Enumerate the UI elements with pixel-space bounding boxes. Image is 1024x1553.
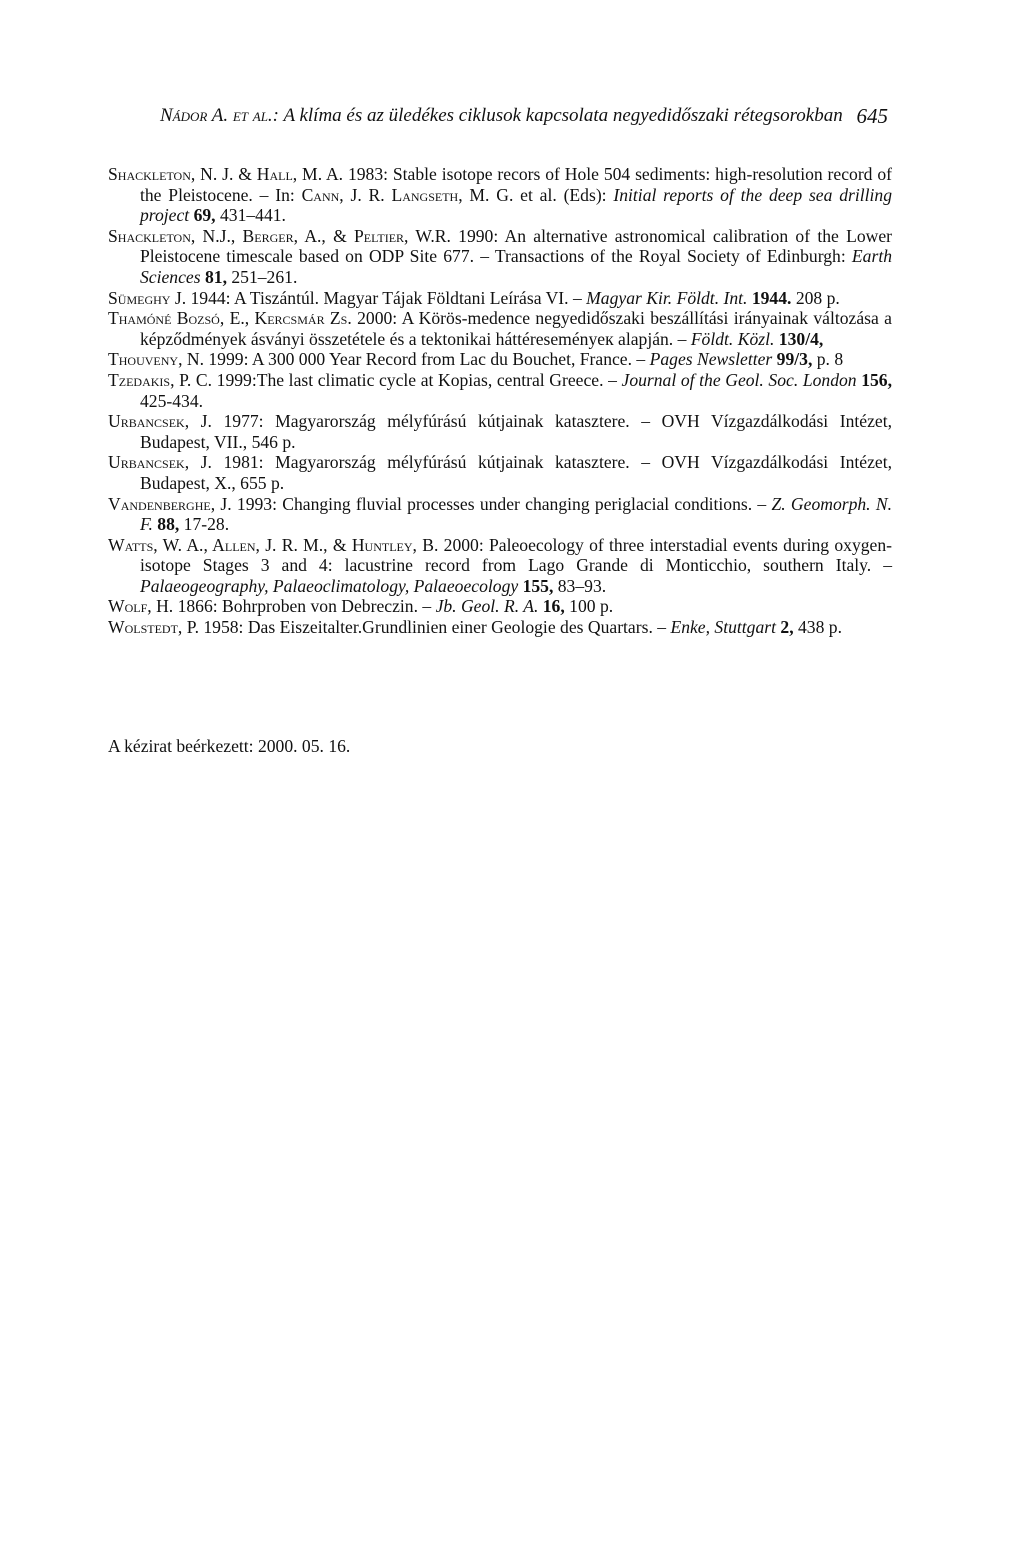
reference-item xyxy=(108,617,892,638)
reference-pages: 83–93. xyxy=(553,575,607,596)
reference-volume: 81, xyxy=(200,266,227,287)
manuscript-received-note: A kézirat beérkezett: 2000. 05. 16. xyxy=(108,736,351,756)
reference-authors: Wolstedt, P. xyxy=(108,617,199,638)
reference-text: 1958: Das Eiszeitalter.Grundlinien einer Geologie des Quartars. – xyxy=(198,617,671,638)
reference-authors: Shackleton, N.J., Berger, A., & Peltier, W.R. xyxy=(108,225,451,246)
reference-volume: 156, xyxy=(856,369,893,390)
reference-authors: Thouveny, N. xyxy=(108,349,204,370)
reference-volume: 16, xyxy=(538,596,565,617)
reference-pages: 251–261. xyxy=(226,266,298,287)
reference-volume: 155, xyxy=(518,575,554,596)
reference-authors: Tzedakis, P. C. xyxy=(108,369,213,390)
reference-authors: Urbancsek, J. xyxy=(108,411,212,432)
reference-item xyxy=(108,535,892,597)
reference-text: 1990: An alternative astronomical calibration of the Lower Pleistocene timescale based on ODP Site 677. – Transactions of the Royal Society of Edinburgh: xyxy=(140,225,892,267)
reference-item xyxy=(108,494,892,535)
reference-source: Jb. Geol. R. A. xyxy=(435,596,539,617)
reference-authors: Sümeghy J. xyxy=(108,287,187,308)
reference-volume: 88, xyxy=(152,514,180,535)
reference-item xyxy=(108,308,892,349)
reference-authors: Watts, W. A., Allen, J. R. M., & Huntley, B. xyxy=(108,534,439,555)
reference-volume: 130/4, xyxy=(774,328,824,349)
reference-authors: Shackleton, N. J. & Hall, M. A. xyxy=(108,164,344,184)
reference-text: 2000: Paleoecology of three interstadial events during oxygen-isotope Stages 3 and 4: lacustrine record from Lago Grande di Monticchio, southern Italy. – xyxy=(140,534,893,576)
reference-source: Z. Geomorph. N. F. xyxy=(140,493,892,535)
reference-source: Pages Newsletter xyxy=(649,349,773,370)
reference-authors: Wolf, H. xyxy=(108,596,174,617)
reference-item xyxy=(108,370,892,411)
reference-authors: Urbancsek, J. xyxy=(108,452,212,473)
reference-text: 2000: A Körös-medence negyedidőszaki beszállítási irányainak változása a képződmények ásványi összetétele és a tektonikai háttéreseményeк alapján. – xyxy=(140,308,892,349)
reference-source: Magyar Kir. Földt. Int. xyxy=(586,287,748,308)
reference-volume: 69, xyxy=(189,205,216,226)
reference-text: 1983: Stable isotope recors of Hole 504 sediments: high-resolution record of the Pleistocene. – In: xyxy=(140,164,892,205)
reference-list xyxy=(108,164,892,638)
running-head-author: Nádor A. et al.: xyxy=(160,105,280,126)
running-head xyxy=(160,98,888,134)
page-number: 645 xyxy=(856,104,888,128)
reference-text: 1866: Bohrproben von Debreczin. – xyxy=(173,596,436,617)
reference-pages: 431–441. xyxy=(215,205,286,226)
reference-item xyxy=(108,349,892,370)
reference-pages: 100 p. xyxy=(564,596,614,617)
reference-text: 1977: Magyarország mélyfúrású kútjainak katasztere. – OVH Vízgazdálkodási Intézet, Budapest, VII., 546 p. xyxy=(140,411,893,452)
reference-authors: Thamóné Bozsó, E., Kercsmár Zs. xyxy=(108,308,352,329)
reference-source: Földt. Közl. xyxy=(690,328,775,349)
reference-item xyxy=(108,452,892,493)
reference-item xyxy=(108,288,892,309)
reference-pages: 438 p. xyxy=(793,617,842,638)
reference-authors: Vandenberghe, J. xyxy=(108,493,232,514)
reference-editors: Cann, J. R. Langseth, M. G. xyxy=(301,184,514,205)
reference-volume: 2, xyxy=(776,617,794,638)
reference-item xyxy=(108,411,892,452)
reference-text: 1999:The last climatic cycle at Kopias, central Greece. – xyxy=(212,369,622,390)
running-head-title: A klíma és az üledékes ciklusok kapcsolata negyedidőszaki rétegsorokban xyxy=(283,105,843,126)
reference-text: 1944: A Tiszántúl. Magyar Tájak Földtani Leírása VI. – xyxy=(186,287,587,308)
reference-pages: p. 8 xyxy=(812,349,844,370)
reference-pages: 208 p. xyxy=(791,287,840,308)
reference-source: Initial reports of the deep sea drilling project xyxy=(140,184,892,226)
reference-pages: 17-28. xyxy=(179,514,230,535)
reference-volume: 1944. xyxy=(747,287,792,308)
reference-pages: 425-434. xyxy=(140,390,204,411)
reference-text: 1999: A 300 000 Year Record from Lac du Bouchet, France. – xyxy=(203,349,650,370)
reference-item xyxy=(108,596,892,617)
reference-source: Palaeogeography, Palaeoclimatology, Palaeoecology xyxy=(140,575,519,596)
reference-item xyxy=(108,164,892,226)
reference-text: et al. (Eds): xyxy=(513,184,614,205)
reference-source: Journal of the Geol. Soc. London xyxy=(621,369,857,390)
reference-text: 1993: Changing fluvial processes under changing periglacial conditions. – xyxy=(231,493,772,514)
reference-volume: 99/3, xyxy=(772,349,813,370)
reference-source: Enke, Stuttgart xyxy=(670,617,776,638)
reference-text: 1981: Magyarország mélyfúrású kútjainak katasztere. – OVH Vízgazdálkodási Intézet, Budapest, X., 655 p. xyxy=(140,452,893,493)
reference-item xyxy=(108,226,892,288)
reference-source: Earth Sciences xyxy=(140,246,892,287)
